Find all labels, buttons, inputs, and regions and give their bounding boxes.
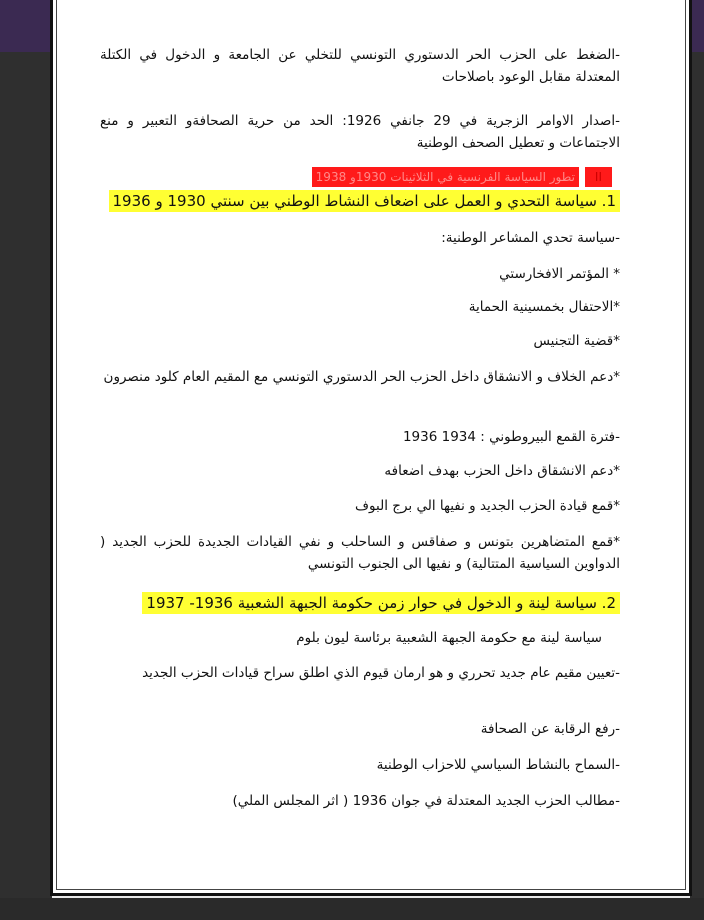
background-bottom [0,898,704,920]
section-heading-2 [312,166,612,188]
list-item: -سياسة تحدي المشاعر الوطنية: [441,230,620,246]
list-item: *قمع قيادة الحزب الجديد و نفيها الي برج البوف [355,498,620,514]
list-item: -تعيين مقيم عام جديد تحرري و هو ارمان قيوم الذي اطلق سراح قيادات الحزب الجديد [142,665,620,681]
list-item: -مطالب الحزب الجديد المعتدلة في جوان 1936 ( اثر المجلس الملي) [232,793,620,809]
paragraph-pressure: -الضغط على الحزب الحر الدستوري التونسي للتخلي عن الجامعة و الدخول في الكتلة المعتدلة مقابل الوعود باصلاحات [100,47,620,85]
document-content [100,0,620,900]
list-item: *دعم الخلاف و الانشقاق داخل الحزب الحر الدستوري التونسي مع المقيم العام كلود منصرون [103,369,620,385]
list-item: *قمع المتضاهرين بتونس و صفاقس و الساحلب و نفي القيادات الجديدة للحزب الجديد ( الدواوين السياسية المتتالية) و نفيها الى الجنوب التونسي [100,534,620,572]
subheading-2: 2. سياسة لينة و الدخول في حوار زمن حكومة الجبهة الشعبية 1936- 1937 [100,592,620,615]
section-title: تطور السياسة الفرنسية في الثلاثينات 1930و 1938 [312,167,579,187]
list-item: -فترة القمع البيروطوني : 1934 1936 [402,429,620,445]
subheading-1: 1. سياسة التحدي و العمل على اضعاف النشاط الوطني بين سنتي 1930 و 1936 [100,190,620,213]
background-right [690,52,704,920]
list-item: * المؤتمر الافخارستي [499,266,620,282]
list-item: -رفع الرقابة عن الصحافة [480,721,620,737]
paragraph-decrees: -اصدار الاوامر الزجرية في 29 جانفي 1926: الحد من حرية الصحافةو التعبير و منع الاجتماعات و تعطيل الصحف الوطنية [100,113,620,151]
section-number: II [585,167,612,187]
list-item: سياسة لينة مع حكومة الجبهة الشعبية برئاسة ليون بلوم [296,630,602,646]
list-item: *قضية التجنيس [533,333,620,349]
list-item: *الاحتفال بخمسينية الحماية [468,299,620,315]
list-item: -السماح بالنشاط السياسي للاحزاب الوطنية [376,757,620,773]
background-left [0,52,52,920]
list-item: *دعم الانشقاق داخل الحزب بهدف اضعافه [384,463,620,479]
